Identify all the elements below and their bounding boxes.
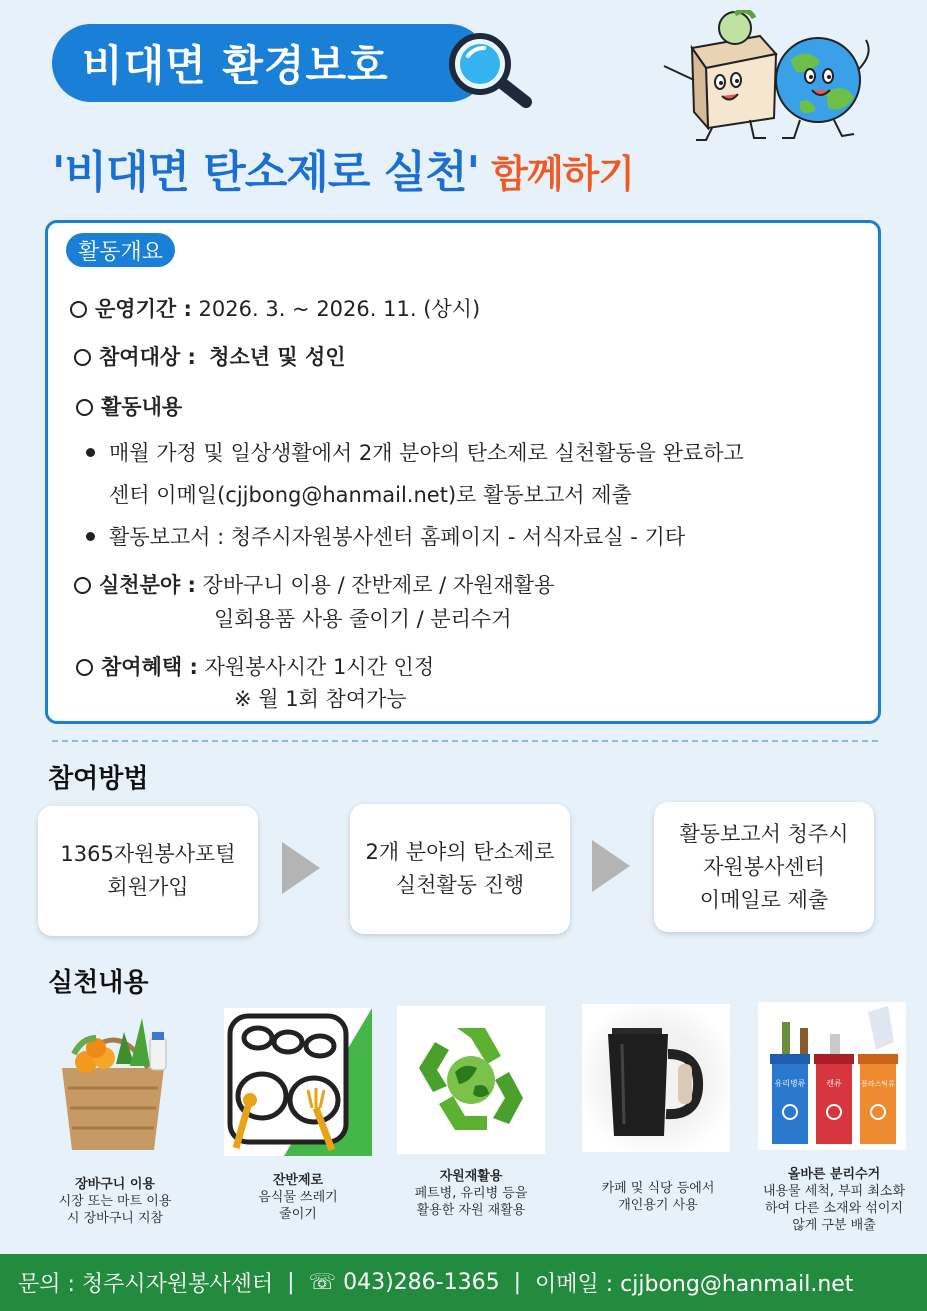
recycle-icon (397, 1006, 545, 1154)
caption-5-line3: 않게 구분 배출 (792, 1218, 876, 1233)
period-value: 2026. 3. ~ 2026. 11. (상시) (198, 297, 481, 321)
target-label: 참여대상 : (99, 345, 196, 369)
caption-2-line1: 음식물 쓰레기 (258, 1190, 338, 1205)
target-row (74, 341, 346, 371)
content-bullet-1-line2: 센터 이메일(cjjbong@hanmail.net)로 활동보고서 제출 (109, 483, 632, 507)
step-box-2 (350, 804, 570, 934)
bin-label-plastic: 플라스틱류 (861, 1080, 895, 1088)
recycling-bins-image (758, 1002, 906, 1150)
step-box-3 (654, 802, 874, 932)
bin-label-can: 캔류 (826, 1079, 842, 1088)
footer-separator: | (287, 1270, 295, 1295)
overview-box (45, 220, 881, 724)
overview-tag: 활동개요 (66, 233, 175, 267)
circle-icon (74, 577, 91, 594)
caption-3-line2: 활용한 자원 재활용 (416, 1203, 526, 1218)
step-1-line1: 1365자원봉사포털 (60, 842, 236, 866)
field-row (74, 569, 554, 599)
headline-main: '비대면 탄소제로 실천' (52, 147, 480, 198)
caption-1-line2: 시 장바구니 지참 (66, 1211, 164, 1226)
benefit-row-cont (234, 683, 407, 713)
circle-icon (76, 659, 93, 676)
method-title: 참여방법 (48, 764, 149, 794)
caption-1-line1: 시장 또는 마트 이용 (58, 1194, 172, 1209)
headline-accent: 함께하기 (491, 152, 634, 196)
benefit-row (76, 651, 434, 681)
content-bullet-2-text: 활동보고서 : 청주시자원봉사센터 홈페이지 - 서식자료실 - 기타 (109, 525, 686, 549)
content-row (76, 391, 182, 421)
content-label: 활동내용 (101, 395, 183, 419)
benefit-line2: ※ 월 1회 참여가능 (234, 687, 407, 711)
arrow-right-icon (592, 840, 630, 892)
caption-5-line1: 내용물 세척, 부피 최소화 (762, 1184, 906, 1199)
headline (52, 136, 634, 200)
content-bullet-1-cont (109, 479, 632, 509)
caption-3-title: 자원재활용 (439, 1169, 503, 1184)
caption-1 (44, 1176, 186, 1227)
step-3-line2: 자원봉사센터 (703, 854, 825, 879)
title-pill-text: 비대면 환경보호 (82, 41, 389, 90)
caption-2-line2: 줄이기 (279, 1207, 317, 1222)
field-line1: 장바구니 이용 / 잔반제로 / 자원재활용 (202, 573, 555, 597)
content-bullet-2 (86, 521, 685, 551)
footer-bar (0, 1254, 927, 1311)
tumbler-image (582, 1004, 730, 1152)
footer-phone[interactable]: ☏ 043)286-1365 (308, 1270, 500, 1295)
footer-separator: | (513, 1270, 522, 1295)
title-pill (52, 24, 488, 102)
mascot-illustration (650, 10, 880, 145)
field-row-cont (214, 603, 512, 633)
period-label: 운영기간 : (95, 297, 192, 321)
circle-icon (76, 399, 93, 416)
content-bullet-1 (86, 437, 744, 467)
period-row (70, 293, 480, 323)
caption-5 (750, 1166, 918, 1234)
bullet-icon (86, 448, 95, 457)
bin-label-glass: 유리병류 (774, 1079, 806, 1088)
content-bullet-1-line1: 매월 가정 및 일상생활에서 2개 분야의 탄소제로 실천활동을 완료하고 (109, 441, 744, 465)
benefit-line1: 자원봉사시간 1시간 인정 (204, 655, 435, 679)
field-line2: 일회용품 사용 줄이기 / 분리수거 (214, 607, 512, 631)
target-value: 청소년 및 성인 (209, 345, 346, 369)
caption-2 (224, 1172, 372, 1223)
benefit-label: 참여혜택 : (101, 655, 198, 679)
field-label: 실천분야 : (99, 573, 196, 597)
caption-3-line1: 페트병, 유리병 등을 (414, 1186, 528, 1201)
caption-2-title: 잔반제로 (272, 1173, 324, 1188)
step-2-line1: 2개 분야의 탄소제로 (365, 840, 555, 864)
step-box-1 (38, 806, 258, 936)
circle-icon (70, 301, 87, 318)
magnifier-icon (440, 30, 536, 110)
step-3-line1: 활동보고서 청주시 (679, 821, 849, 846)
circle-icon (74, 349, 91, 366)
footer-email[interactable]: 이메일 : cjjbong@hanmail.net (535, 1272, 854, 1297)
footer-contact: 문의 : 청주시자원봉사센터 (18, 1272, 274, 1297)
shopping-basket-image (38, 1008, 188, 1158)
caption-4-line1: 카페 및 식당 등에서 (601, 1181, 715, 1196)
food-tray-image (224, 1008, 372, 1156)
arrow-right-icon (282, 842, 320, 894)
step-1-line2: 회원가입 (107, 875, 189, 899)
caption-5-title: 올바른 분리수거 (787, 1167, 881, 1182)
dashed-divider (52, 740, 878, 742)
step-2-line2: 실천활동 진행 (395, 873, 525, 897)
caption-3 (397, 1168, 545, 1219)
caption-4 (584, 1180, 732, 1214)
bullet-icon (86, 532, 95, 541)
caption-1-title: 장바구니 이용 (75, 1177, 155, 1192)
caption-4-line2: 개인용기 사용 (618, 1198, 698, 1213)
practice-title: 실천내용 (48, 968, 149, 998)
caption-5-line2: 하여 다른 소재와 섞이지 (765, 1201, 903, 1216)
step-3-line3: 이메일로 제출 (699, 887, 829, 912)
